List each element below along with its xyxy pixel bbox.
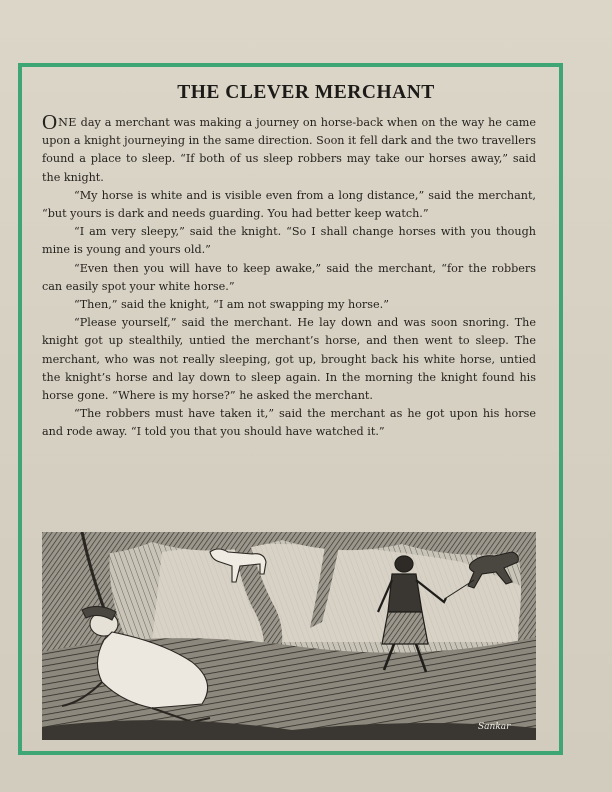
paragraph-5: “Then,” said the knight, “I am not swapping my horse.” [74,298,389,312]
paragraph-3: “I am very sleepy,” said the knight. “So I shall change horses with you though mine is young and yours old.” [42,225,536,257]
illustrator-signature: Sankar [478,722,511,732]
story-illustration [42,532,536,740]
paragraph-1-text: day a merchant was making a journey on horse-back when on the way he came upon a knight journeying in the same direction. Soon it fell dark and the two travellers found a place to sleep. “If both of us sleep robbers may take our horses away,” said the knight. [42,116,536,184]
paragraph-1 [42,110,536,187]
paragraph-4: “Even then you will have to keep awake,” said the merchant, “for the robbers can easily spot your white horse.” [42,261,536,293]
drop-cap: O [42,110,58,134]
first-word-rest: NE [58,116,77,129]
paragraph-7: “The robbers must have taken it,” said the merchant as he got upon his horse and rode away. “I told you that you should have watched it.” [42,407,536,439]
paragraph-2: “My horse is white and is visible even from a long distance,” said the merchant, “but yours is dark and needs guarding. You had better keep watch.” [42,188,536,221]
story-title: THE CLEVER MERCHANT [177,82,435,103]
forest-scene-illustration [42,532,536,740]
story-text [42,110,536,442]
paragraph-6: “Please yourself,” said the merchant. He lay down and was soon snoring. The knight got up stealthily, untied the merchant’s horse, and then went to sleep. The merchant, who was not really sleeping, got up, brought back his white horse, untied the knight’s horse and lay down to sleep again. In the morning the knight found his horse gone. “Where is my horse?” he asked the merchant. [42,316,536,403]
